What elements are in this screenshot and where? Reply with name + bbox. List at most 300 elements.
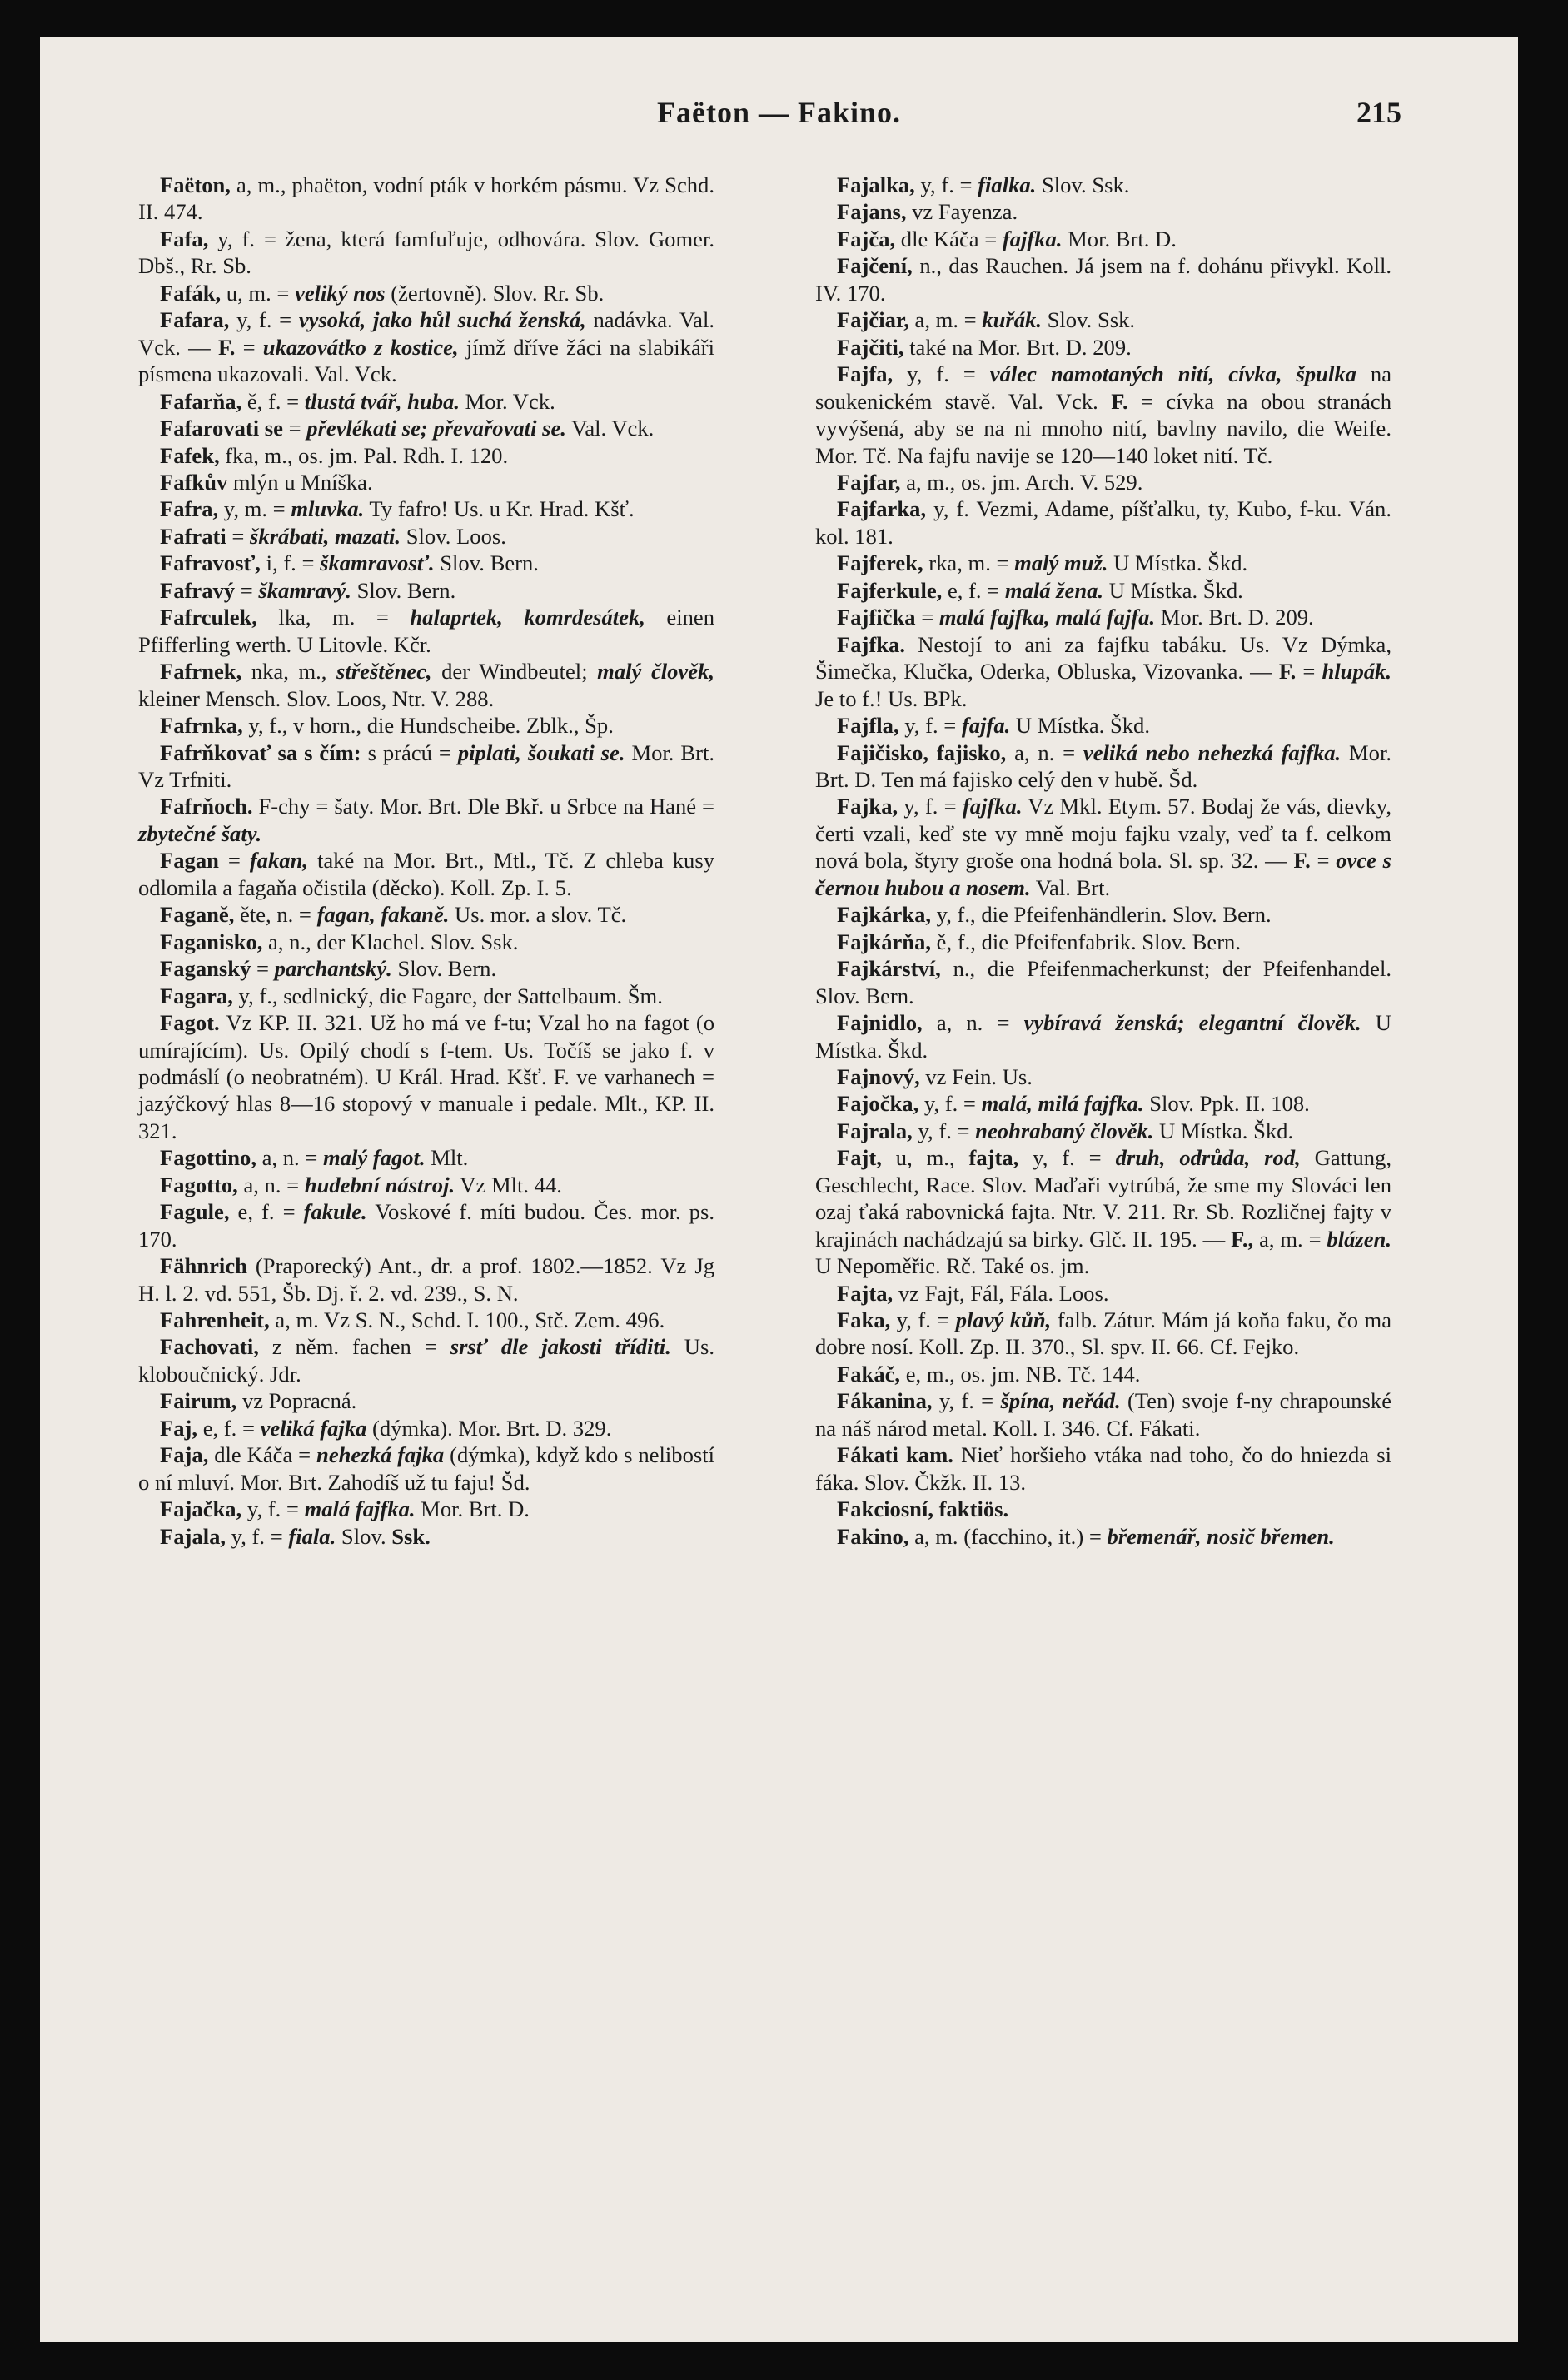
entry-definition: ukazovátko z kostice, bbox=[262, 334, 459, 360]
entry-text: y, f. = bbox=[932, 1388, 1001, 1414]
entry-text: (dýmka). Mor. Brt. D. 329. bbox=[366, 1415, 612, 1441]
entry-headword: Fafarovati se bbox=[160, 416, 283, 441]
entry-definition: škamravosť. bbox=[320, 550, 435, 576]
entry-text: a, m. = bbox=[908, 307, 983, 333]
entry-headword: Fairum, bbox=[160, 1388, 237, 1414]
dictionary-entry bbox=[815, 1523, 1391, 1550]
dictionary-entry bbox=[138, 929, 714, 955]
dictionary-entry bbox=[815, 1307, 1391, 1361]
entry-headword: Fajta, bbox=[837, 1280, 894, 1306]
entry-headword: Fajfka. bbox=[837, 631, 905, 657]
entry-headword: Fajferkule, bbox=[837, 577, 943, 603]
entry-text: Slov. Bern. bbox=[351, 577, 456, 603]
dictionary-entry bbox=[138, 495, 714, 522]
entry-headword: Fajčiti, bbox=[837, 334, 904, 360]
entry-text: a, n. = bbox=[1006, 739, 1083, 765]
dictionary-entry bbox=[815, 712, 1391, 739]
entry-text: = bbox=[235, 334, 263, 360]
entry-headword: Fähnrich bbox=[160, 1253, 247, 1279]
entry-text: y, f. = bbox=[890, 1307, 956, 1333]
entry-text: = cívka na obou stranách vyvýšená, aby se na ni mnoho nití, bavlny navilo, die Weife. Mor. Tč. Na fajfu navije se 120—140 loket nití. Tč. bbox=[815, 388, 1392, 468]
dictionary-entry bbox=[815, 1009, 1391, 1063]
entry-text: kleiner Mensch. Slov. Loos, Ntr. V. 288. bbox=[138, 685, 495, 711]
entry-headword: Fajča, bbox=[837, 226, 896, 251]
entry-definition: druh, odrůda, rod, bbox=[1115, 1145, 1301, 1171]
entry-text: falb. Zátur. Mám já koňa faku, čo ma dobre nosí. Koll. Zp. II. 370., Sl. spv. II. 66. Cf. Fejko. bbox=[815, 1307, 1391, 1360]
entry-headword: Fákati kam. bbox=[837, 1442, 953, 1468]
entry-headword: Fagot. bbox=[160, 1010, 220, 1036]
entry-headword: Fajfla, bbox=[837, 713, 899, 739]
entry-headword: Fajfar, bbox=[837, 469, 901, 495]
entry-headword: Fafrculek, bbox=[160, 605, 257, 630]
entry-definition: fialka. bbox=[978, 172, 1037, 197]
entry-definition: fakule. bbox=[303, 1199, 367, 1225]
entry-text: a, m., phaëton, vodní pták v horkém pásmu. Vz Schd. II. 474. bbox=[138, 172, 714, 225]
entry-text: Mor. Brt. D. Ten má fajisko celý den v hubě. Šd. bbox=[815, 739, 1391, 792]
entry-text: Mlt. bbox=[425, 1145, 469, 1171]
dictionary-entry bbox=[138, 847, 714, 901]
entry-text: = bbox=[915, 605, 939, 630]
entry-text: (žertovně). Slov. Rr. Sb. bbox=[385, 280, 605, 306]
entry-definition: hudební nástroj. bbox=[304, 1172, 455, 1197]
entry-definition: fajfa. bbox=[961, 713, 1011, 739]
page-number: 215 bbox=[1356, 96, 1401, 129]
running-head: Faëton — Fakino. bbox=[656, 96, 901, 129]
entry-definition: tlustá tvář, huba. bbox=[304, 388, 460, 414]
dictionary-entry bbox=[138, 172, 714, 226]
entry-text: vz Fein. Us. bbox=[919, 1063, 1033, 1089]
entry-headword: Fajrala, bbox=[837, 1118, 913, 1143]
dictionary-entry bbox=[138, 712, 714, 739]
entry-headword: Fafkův bbox=[160, 469, 228, 495]
entry-headword: Fafrnka, bbox=[160, 713, 243, 739]
entry-text: Vz KP. II. 321. Už ho má ve f-tu; Vzal ho na fagot (o umírajícím). Us. Opilý chodí s f-tem. Us. Točíš se jako f. v podmáslí (o neobratném). U Král. Hrad. Kšť. F. ve varhanech = jazýčkový hlas 8—16 stopový v manuale i pedale. Mlt., KP. II. 321. bbox=[138, 1010, 714, 1143]
dictionary-entry bbox=[138, 1387, 714, 1414]
entry-text: y, f. = bbox=[893, 361, 990, 387]
entry-definition: piplati, šoukati se. bbox=[457, 739, 625, 765]
entry-headword: Faganisko, bbox=[160, 929, 263, 954]
entry-text: Ty fafro! Us. u Kr. Hrad. Kšť. bbox=[364, 496, 635, 522]
entry-definition: neohrabaný člověk. bbox=[975, 1118, 1154, 1143]
dictionary-entry bbox=[138, 1009, 714, 1144]
entry-text: a, n. = bbox=[237, 1172, 305, 1197]
left-column bbox=[138, 172, 714, 1550]
entry-headword: Fakáč, bbox=[837, 1361, 901, 1387]
entry-definition: malá žena. bbox=[1004, 577, 1104, 603]
dictionary-entry bbox=[815, 469, 1391, 495]
entry-headword: Fakino, bbox=[837, 1523, 909, 1549]
entry-text: Ssk. bbox=[391, 1523, 431, 1549]
entry-headword: Fajkárství, bbox=[837, 956, 941, 982]
entry-text: a, m. Vz S. N., Schd. I. 100., Stč. Zem. 496. bbox=[269, 1307, 665, 1333]
entry-text: Slov. Ssk. bbox=[1041, 307, 1136, 333]
entry-headword: Faja, bbox=[160, 1442, 209, 1468]
entry-definition: plavý kůň, bbox=[955, 1307, 1052, 1333]
entry-definition: veliká fajka bbox=[260, 1415, 367, 1441]
dictionary-entry bbox=[138, 226, 714, 280]
entry-definition: špína, neřád. bbox=[1000, 1388, 1121, 1414]
entry-text: F. bbox=[1111, 388, 1128, 414]
dictionary-entry bbox=[815, 1361, 1391, 1387]
dictionary-entry bbox=[138, 306, 714, 387]
entry-headword: Faj, bbox=[160, 1415, 198, 1441]
entry-headword: Fajnový, bbox=[837, 1063, 920, 1089]
entry-text: Slov. Loos. bbox=[401, 523, 506, 549]
dictionary-entry bbox=[138, 388, 714, 415]
dictionary-entry bbox=[138, 1252, 714, 1307]
entry-headword: Fafarňa, bbox=[160, 388, 242, 414]
entry-text: a, n. = bbox=[256, 1145, 323, 1171]
dictionary-entry bbox=[815, 361, 1391, 469]
entry-headword: Fajčiar, bbox=[837, 307, 909, 333]
dictionary-entry bbox=[138, 604, 714, 658]
entry-text: Val. Vck. bbox=[565, 416, 655, 441]
entry-text: Us. mor. a slov. Tč. bbox=[449, 902, 627, 928]
entry-headword: Fafrnek, bbox=[160, 659, 242, 685]
entry-text: y, f. = bbox=[226, 1523, 289, 1549]
dictionary-entry bbox=[815, 955, 1391, 1009]
entry-text: jímž dříve žáci na slabikáři písmena ukazovali. Val. Vck. bbox=[138, 334, 714, 387]
entry-definition: malá fajfka, malá fajfa. bbox=[938, 605, 1156, 630]
entry-definition: vysoká, jako hůl suchá ženská, bbox=[298, 307, 586, 333]
entry-headword: Fafák, bbox=[160, 280, 222, 306]
entry-definition: blázen. bbox=[1327, 1226, 1391, 1252]
entry-definition: zbytečné šaty. bbox=[138, 820, 262, 846]
entry-text: mlýn u Mníška. bbox=[227, 469, 373, 495]
dictionary-entry bbox=[815, 1441, 1391, 1496]
entry-definition: parchantský. bbox=[274, 956, 392, 982]
entry-definition: malý fagot. bbox=[322, 1145, 426, 1171]
entry-text: y, f. = bbox=[898, 713, 962, 739]
entry-text: nadávka. Val. Vck. — bbox=[138, 307, 714, 360]
entry-text: = bbox=[226, 523, 251, 549]
dictionary-page bbox=[40, 37, 1518, 2342]
entry-definition: fagan, fakaně. bbox=[316, 902, 450, 928]
entry-headword: Faëton, bbox=[160, 172, 231, 197]
entry-text: Vz Mkl. Etym. 57. Bodaj že vás, dievky, čerti vzali, keď ste vy mně moju fajku vzaly, veď ta f. celkom nová bola, štyry groše ona hodná bola. Sl. sp. 32. — bbox=[815, 794, 1391, 874]
entry-headword: Fachovati, bbox=[160, 1334, 259, 1360]
dictionary-entry bbox=[138, 1144, 714, 1171]
entry-headword: Fafra, bbox=[160, 496, 219, 522]
entry-headword: Fafek, bbox=[160, 442, 220, 468]
entry-text: y, f. = bbox=[912, 1118, 976, 1143]
dictionary-entry bbox=[138, 1441, 714, 1496]
entry-definition: kuřák. bbox=[982, 307, 1042, 333]
entry-text: a, m., os. jm. Arch. V. 529. bbox=[900, 469, 1143, 495]
entry-headword: Fákanina, bbox=[837, 1388, 933, 1414]
entry-text: y, m. = bbox=[218, 496, 291, 522]
entry-text: U Místka. Škd. bbox=[1103, 577, 1243, 603]
entry-text: y, f. = bbox=[898, 794, 963, 819]
entry-definition: nehezká fajka bbox=[316, 1442, 445, 1468]
dictionary-entry bbox=[138, 442, 714, 469]
entry-text: e, f. = bbox=[942, 577, 1005, 603]
entry-definition: vybíravá ženská; elegantní člověk. bbox=[1023, 1010, 1361, 1036]
entry-headword: Fajačka, bbox=[160, 1496, 242, 1522]
entry-text: lka, m. = bbox=[256, 605, 411, 630]
entry-headword: Fagule, bbox=[160, 1199, 230, 1225]
dictionary-entry bbox=[138, 280, 714, 306]
entry-text: ě, f., die Pfeifenfabrik. Slov. Bern. bbox=[931, 929, 1241, 954]
entry-definition: veliký nos bbox=[295, 280, 386, 306]
entry-text: ě, f. = bbox=[241, 388, 305, 414]
dictionary-entry bbox=[815, 172, 1391, 198]
entry-text: (Ten) svoje f-ny chrapounské na náš národ metal. Koll. I. 346. Cf. Fákati. bbox=[815, 1388, 1391, 1441]
entry-headword: Fajnidlo, bbox=[837, 1010, 923, 1036]
entry-text: y, f., sedlnický, die Fagare, der Sattelbaum. Šm. bbox=[232, 983, 663, 1008]
entry-text: y, f. = bbox=[918, 1091, 982, 1117]
entry-definition: fajfka. bbox=[962, 794, 1023, 819]
entry-headword: Fafrati bbox=[160, 523, 226, 549]
entry-text: Slov. Bern. bbox=[391, 956, 497, 982]
entry-text: = bbox=[251, 956, 275, 982]
entry-text: nka, m., bbox=[241, 659, 337, 685]
dictionary-entry bbox=[815, 226, 1391, 252]
entry-text: z něm. fachen = bbox=[258, 1334, 450, 1360]
dictionary-entry bbox=[138, 1333, 714, 1387]
entry-definition: fiala. bbox=[288, 1523, 336, 1549]
entry-text: y, f., v horn., die Hundscheibe. Zblk., Šp. bbox=[242, 713, 614, 739]
entry-headword: Fajčení, bbox=[837, 253, 913, 279]
entry-text: F. bbox=[1293, 848, 1311, 874]
entry-definition: ovce s černou hubou a nosem. bbox=[815, 848, 1391, 900]
dictionary-entry bbox=[138, 1496, 714, 1522]
dictionary-entry bbox=[815, 631, 1391, 712]
dictionary-entry bbox=[815, 550, 1391, 576]
entry-headword: Fafrňkovať sa s čím: bbox=[160, 739, 361, 765]
dictionary-entry bbox=[815, 929, 1391, 955]
entry-text: U Místka. Škd. bbox=[1108, 550, 1248, 576]
entry-text: (dýmka), když kdo s nelibostí o ní mluví. Mor. Brt. Zahodíš už tu faju! Šd. bbox=[138, 1442, 714, 1495]
entry-headword: Faka, bbox=[837, 1307, 891, 1333]
dictionary-entry bbox=[815, 901, 1391, 928]
entry-headword: Faganský bbox=[160, 956, 251, 982]
entry-headword: Fafrňoch. bbox=[160, 794, 253, 819]
entry-text: Je to f.! Us. BPk. bbox=[815, 685, 968, 711]
dictionary-entry bbox=[138, 658, 714, 712]
entry-text: e, f. = bbox=[229, 1199, 304, 1225]
entry-headword: Fafravý bbox=[160, 577, 236, 603]
entry-headword: Fajočka, bbox=[837, 1091, 919, 1117]
dictionary-entry bbox=[815, 739, 1391, 794]
entry-text: rka, m. = bbox=[923, 550, 1015, 576]
entry-text: y, f., die Pfeifenhändlerin. Slov. Bern. bbox=[931, 902, 1272, 928]
entry-headword: Fajka, bbox=[837, 794, 898, 819]
dictionary-entry bbox=[138, 1523, 714, 1550]
dictionary-entry bbox=[138, 577, 714, 604]
entry-text: = bbox=[1296, 659, 1322, 685]
dictionary-entry bbox=[815, 604, 1391, 630]
entry-text: F. bbox=[217, 334, 236, 360]
entry-text: y, f. = žena, která famfuľuje, odhovára. Slov. Gomer. Dbš., Rr. Sb. bbox=[138, 226, 714, 279]
entry-headword: Fajt, bbox=[837, 1145, 882, 1171]
entry-definition: škamravý. bbox=[258, 577, 351, 603]
entry-text: (Praporecký) Ant., dr. a prof. 1802.—1852. Vz Jg H. l. 2. vd. 551, Šb. Dj. ř. 2. vd. 239., S. N. bbox=[138, 1253, 714, 1306]
entry-definition: hlupák. bbox=[1322, 659, 1391, 685]
right-column bbox=[815, 172, 1391, 1550]
dictionary-entry bbox=[815, 793, 1391, 901]
entry-text: y, f. = bbox=[1018, 1145, 1116, 1171]
entry-text: Nieť horšieho vtáka nad toho, čo do hniezda si fáka. Slov. Čkžk. II. 13. bbox=[815, 1442, 1391, 1495]
entry-text: y, f. Vezmi, Adame, píšťalku, ty, Kubo, f-ku. Ván. kol. 181. bbox=[815, 496, 1391, 549]
entry-text: der Windbeutel; bbox=[431, 659, 598, 685]
entry-headword: Fagan bbox=[160, 848, 219, 874]
dictionary-entry bbox=[138, 523, 714, 550]
entry-headword: fajta, bbox=[968, 1145, 1019, 1171]
entry-definition: břemenář, nosič břemen. bbox=[1107, 1523, 1335, 1549]
entry-headword: Fafravosť, bbox=[160, 550, 261, 576]
entry-text: s prácú = bbox=[361, 739, 458, 765]
entry-text: i, f. = bbox=[260, 550, 321, 576]
entry-text: U Místka. Škd. bbox=[1010, 713, 1150, 739]
entry-text: a, n., der Klachel. Slov. Ssk. bbox=[262, 929, 519, 954]
entry-text: u, m. = bbox=[221, 280, 296, 306]
dictionary-entry bbox=[815, 577, 1391, 604]
entry-headword: Fajkárka, bbox=[837, 902, 932, 928]
dictionary-entry bbox=[138, 469, 714, 495]
entry-definition: fajfka. bbox=[1002, 226, 1063, 251]
entry-text: U Nepoměřic. Rč. Také os. jm. bbox=[815, 1253, 1090, 1279]
dictionary-entry bbox=[815, 495, 1391, 550]
dictionary-entry bbox=[815, 334, 1391, 361]
entry-definition: fakan, bbox=[249, 848, 309, 874]
entry-text: einen Pfifferling werth. U Litovle. Kčr. bbox=[138, 605, 714, 657]
dictionary-entry bbox=[138, 955, 714, 982]
entry-text: Mor. Brt. D. bbox=[1062, 226, 1177, 251]
entry-text: = bbox=[218, 848, 250, 874]
entry-text: Mor. Vck. bbox=[460, 388, 555, 414]
entry-headword: Fakciosní, faktiös. bbox=[837, 1496, 1009, 1522]
dictionary-entry bbox=[138, 1307, 714, 1333]
entry-definition: srsť dle jakosti tříditi. bbox=[450, 1334, 671, 1360]
dictionary-entry bbox=[815, 1144, 1391, 1279]
entry-definition: mluvka. bbox=[291, 496, 365, 522]
dictionary-entry bbox=[138, 550, 714, 576]
entry-text: Slov. Bern. bbox=[434, 550, 539, 576]
entry-text: U Místka. Škd. bbox=[1153, 1118, 1294, 1143]
entry-text: a, m. (facchino, it.) = bbox=[908, 1523, 1108, 1549]
entry-text: F-chy = šaty. Mor. Brt. Dle Bkř. u Srbce na Hané = bbox=[252, 794, 714, 819]
entry-headword: Fajferek, bbox=[837, 550, 923, 576]
entry-headword: Fagotto, bbox=[160, 1172, 238, 1197]
entry-headword: Fajalka, bbox=[837, 172, 915, 197]
entry-text: Mor. Brt. D. 209. bbox=[1155, 605, 1314, 630]
dictionary-entry bbox=[138, 901, 714, 928]
entry-headword: Fahrenheit, bbox=[160, 1307, 270, 1333]
entry-definition: malá, milá fajfka. bbox=[981, 1091, 1144, 1117]
entry-text: y, f. = bbox=[241, 1496, 305, 1522]
entry-headword: Fagara, bbox=[160, 983, 233, 1008]
entry-definition: škrábati, mazati. bbox=[250, 523, 401, 549]
entry-text: Val. Brt. bbox=[1030, 874, 1111, 900]
entry-headword: Fafara, bbox=[160, 307, 230, 333]
dictionary-entry bbox=[815, 1090, 1391, 1117]
dictionary-entry bbox=[138, 1172, 714, 1198]
entry-headword: Fajala, bbox=[160, 1523, 226, 1549]
dictionary-entry bbox=[138, 415, 714, 441]
entry-text: také na Mor. Brt., Mtl., Tč. Z chleba kusy odlomila a fagaňa očistila (děcko). Koll. Zp. I. 5. bbox=[138, 848, 714, 900]
dictionary-entry bbox=[138, 793, 714, 847]
entry-text: také na Mor. Brt. D. 209. bbox=[903, 334, 1132, 360]
entry-headword: Fajičisko, fajisko, bbox=[837, 739, 1007, 765]
entry-headword: Faganě, bbox=[160, 902, 235, 928]
entry-text: n., die Pfeifenmacherkunst; der Pfeifenhandel. Slov. Bern. bbox=[815, 956, 1391, 1008]
entry-text: na soukenickém stavě. Val. Vck. bbox=[815, 361, 1391, 414]
entry-headword: Fajans, bbox=[837, 199, 907, 225]
dictionary-entry bbox=[815, 1496, 1391, 1522]
entry-definition: válec namotaných nití, cívka, špulka bbox=[989, 361, 1356, 387]
dictionary-entry bbox=[138, 1198, 714, 1252]
entry-text: y, f. = bbox=[229, 307, 299, 333]
dictionary-entry bbox=[138, 983, 714, 1009]
entry-headword: Fajfarka, bbox=[837, 496, 927, 522]
entry-text: Vz Mlt. 44. bbox=[455, 1172, 562, 1197]
entry-definition: halaprtek, komrdesátek, bbox=[410, 605, 645, 630]
dictionary-entry bbox=[815, 1280, 1391, 1307]
entry-definition: malá fajfka. bbox=[304, 1496, 416, 1522]
entry-text: a, m. = bbox=[1253, 1226, 1327, 1252]
entry-text: U Místka. Škd. bbox=[815, 1010, 1392, 1063]
dictionary-entry bbox=[815, 1118, 1391, 1144]
entry-text: = bbox=[235, 577, 259, 603]
entry-text: e, m., os. jm. NB. Tč. 144. bbox=[900, 1361, 1141, 1387]
entry-text: Voskové f. míti budou. Čes. mor. ps. 170. bbox=[138, 1199, 714, 1252]
dictionary-entry bbox=[815, 252, 1391, 306]
entry-text: vz Fayenza. bbox=[906, 199, 1018, 225]
entry-text: Mor. Brt. Vz Trfniti. bbox=[138, 739, 715, 792]
entry-text: u, m., bbox=[881, 1145, 969, 1171]
entry-text: Slov. Ppk. II. 108. bbox=[1143, 1091, 1310, 1117]
dictionary-entry bbox=[815, 198, 1391, 225]
entry-text: Nestojí to ani za fajfku tabáku. Us. Vz Dýmka, Šimečka, Klučka, Oderka, Obluska, Vizovanka. — bbox=[815, 631, 1391, 685]
dictionary-entry bbox=[815, 1387, 1391, 1441]
entry-headword: Fafa, bbox=[160, 226, 209, 251]
entry-text: Mor. Brt. D. bbox=[415, 1496, 530, 1522]
entry-text: vz Fajt, Fál, Fála. Loos. bbox=[893, 1280, 1109, 1306]
entry-definition: převlékati se; převařovati se. bbox=[306, 416, 566, 441]
entry-definition: veliká nebo nehezká fajfka. bbox=[1083, 739, 1342, 765]
entry-text: y, f. = bbox=[914, 172, 978, 197]
entry-definition: malý muž. bbox=[1014, 550, 1108, 576]
entry-text: F. bbox=[1278, 659, 1297, 685]
dictionary-entry bbox=[815, 1063, 1391, 1090]
entry-text: dle Káča = bbox=[208, 1442, 317, 1468]
entry-definition: střeštěnec, bbox=[336, 659, 432, 685]
entry-text: n., das Rauchen. Já jsem na f. dohánu přivykl. Koll. IV. 170. bbox=[815, 253, 1391, 306]
dictionary-entry bbox=[815, 306, 1391, 333]
entry-text: Slov. bbox=[336, 1523, 392, 1549]
dictionary-entry bbox=[138, 1415, 714, 1441]
dictionary-entry bbox=[138, 739, 714, 794]
entry-headword: Fagottino, bbox=[160, 1145, 256, 1171]
entry-text: Slov. Ssk. bbox=[1036, 172, 1130, 197]
entry-text: fka, m., os. jm. Pal. Rdh. I. 120. bbox=[219, 442, 509, 468]
entry-text: e, f. = bbox=[197, 1415, 261, 1441]
entry-headword: Fajfička bbox=[837, 605, 916, 630]
entry-text: F., bbox=[1231, 1226, 1254, 1252]
entry-headword: Fajfa, bbox=[837, 361, 894, 387]
entry-text: ěte, n. = bbox=[234, 902, 317, 928]
entry-text: vz Popracná. bbox=[236, 1388, 357, 1414]
entry-text: = bbox=[282, 416, 307, 441]
entry-text: a, n. = bbox=[922, 1010, 1024, 1036]
entry-headword: Fajkárňa, bbox=[837, 929, 932, 954]
entry-text: = bbox=[1310, 848, 1337, 874]
entry-text: dle Káča = bbox=[895, 226, 1003, 251]
entry-definition: malý člověk, bbox=[597, 659, 714, 685]
entry-text: Us. kloboučnický. Jdr. bbox=[138, 1334, 714, 1387]
entry-text: Gattung, Geschlecht, Race. Slov. Maďaři vytrúbá, že sme my Slováci len ozaj ťaká rabovnická fajta. Ntr. V. 211. Rr. Sb. Rozličnej fajty v krajinách nachádzajú sa birky. Glč. II. 195. — bbox=[815, 1145, 1391, 1252]
